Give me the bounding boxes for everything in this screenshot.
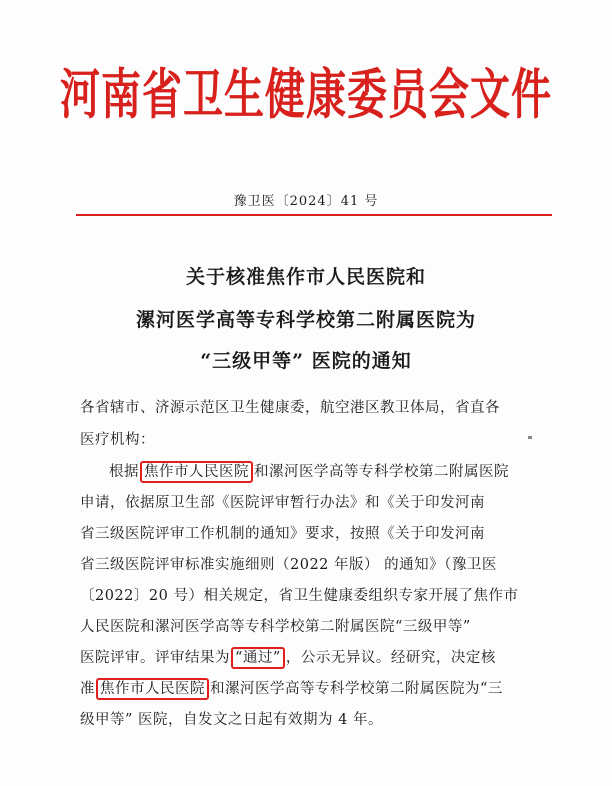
notice-title-line-2: 漯河医学高等专科学校第二附属医院为 — [135, 309, 476, 331]
scan-speck — [528, 436, 532, 439]
addressee-line-2: 医疗机构： — [80, 432, 155, 448]
body-text: 根据 — [109, 464, 139, 480]
notice-title-line-1: 关于核准焦作市人民医院和 — [185, 266, 426, 288]
addressee-line-1: 各省辖市、济源示范区卫生健康委，航空港区教卫体局，省直各 — [80, 400, 500, 416]
body-text: 准 — [80, 681, 95, 697]
body-text: ，公示无异议。经研究，决定核 — [285, 650, 496, 666]
body-text: 和漯河医学高等专科学校第二附属医院 — [254, 464, 509, 480]
body-line-5: 〔2022〕20 号）相关规定，省卫生健康委组织专家开展了焦作市 — [80, 588, 519, 604]
body-line-9: 级甲等” 医院，自发文之日起有效期为 4 年。 — [80, 712, 383, 728]
masthead-title: 河南省卫生健康委员会文件 — [60, 62, 552, 127]
highlight-box-hospital-name: 焦作市人民医院 — [96, 678, 209, 700]
body-line-3: 省三级医院评审工作机制的通知》要求，按照《关于印发河南 — [80, 526, 485, 542]
body-text: 和漯河医学高等专科学校第二附属医院为“三 — [210, 681, 503, 697]
highlight-box-result: “通过” — [231, 647, 285, 669]
body-text: 医院评审。评审结果为 — [80, 650, 230, 666]
body-line-4: 省三级医院评审标准实施细则（2022 年版） 的通知》（豫卫医 — [80, 557, 497, 573]
highlight-box-hospital-name: 焦作市人民医院 — [140, 461, 253, 483]
notice-title-line-3: “三级甲等” 医院的通知 — [200, 350, 412, 372]
red-divider-line — [76, 214, 552, 216]
body-line-7 — [80, 646, 550, 667]
body-line-2: 申请，依据原卫生部《医院评审暂行办法》和《关于印发河南 — [80, 495, 485, 511]
body-line-8 — [80, 677, 550, 698]
document-number: 豫卫医〔2024〕41 号 — [233, 194, 379, 209]
body-line-6: 人民医院和漯河医学高等专科学校第二附属医院“三级甲等” — [80, 619, 471, 635]
body-line-1 — [109, 460, 579, 481]
